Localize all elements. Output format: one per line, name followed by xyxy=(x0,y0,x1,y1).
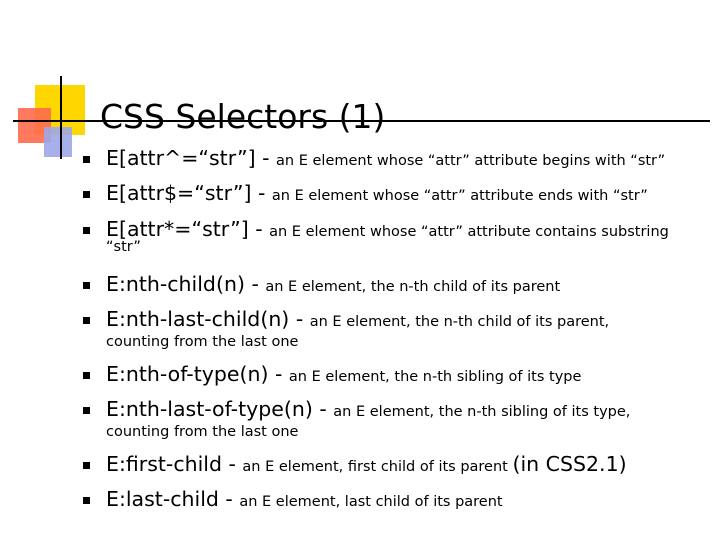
list-item xyxy=(106,361,581,390)
list-item xyxy=(106,180,648,209)
selector-text: E[attr^=“str”] - xyxy=(106,146,277,170)
bullet-icon xyxy=(83,407,90,414)
selector-text: E[attr*=“str”] - xyxy=(106,217,270,241)
list-item xyxy=(106,486,503,515)
selector-description: an E element whose “attr” attribute contains substring xyxy=(269,224,669,240)
selector-text: E:nth-last-of-type(n) - xyxy=(106,397,334,421)
selector-description: an E element whose “attr” attribute ends with “str” xyxy=(271,188,648,204)
bullet-icon xyxy=(83,462,90,469)
list-item xyxy=(106,306,609,335)
selector-description: an E element, first child of its parent xyxy=(242,459,513,475)
list-item xyxy=(106,451,627,480)
description-continuation: counting from the last one xyxy=(106,334,299,350)
selector-description: an E element, the n-th sibling of its type xyxy=(288,369,582,385)
selector-description: an E element, the n-th child of its parent, xyxy=(309,314,610,330)
css-version-note: (in CSS2.1) xyxy=(512,452,627,476)
bullet-icon xyxy=(83,317,90,324)
bullet-icon xyxy=(83,227,90,234)
slide-title: CSS Selectors (1) xyxy=(100,97,386,136)
selector-text: E[attr$=“str”] - xyxy=(106,181,272,205)
selector-text: E:nth-of-type(n) - xyxy=(106,362,289,386)
selector-description: an E element, last child of its parent xyxy=(239,494,503,510)
list-item xyxy=(106,396,630,425)
selector-description: an E element, the n-th child of its parent xyxy=(265,279,561,295)
description-continuation: “str” xyxy=(106,239,141,255)
selector-description: an E element, the n-th sibling of its type, xyxy=(333,404,631,420)
list-item xyxy=(106,145,665,174)
bullet-icon xyxy=(83,497,90,504)
list-item xyxy=(106,271,560,300)
selector-text: E:nth-last-child(n) - xyxy=(106,307,310,331)
bullet-icon xyxy=(83,282,90,289)
title-ornament-vertical-line xyxy=(60,76,62,159)
selector-text: E:last-child - xyxy=(106,487,240,511)
selector-description: an E element whose “attr” attribute begins with “str” xyxy=(276,153,666,169)
selector-text: E:first-child - xyxy=(106,452,243,476)
bullet-icon xyxy=(83,372,90,379)
title-ornament-blue-square xyxy=(44,127,72,157)
bullet-icon xyxy=(83,191,90,198)
list-item xyxy=(106,216,669,245)
description-continuation: counting from the last one xyxy=(106,424,299,440)
bullet-icon xyxy=(83,156,90,163)
selector-text: E:nth-child(n) - xyxy=(106,272,266,296)
